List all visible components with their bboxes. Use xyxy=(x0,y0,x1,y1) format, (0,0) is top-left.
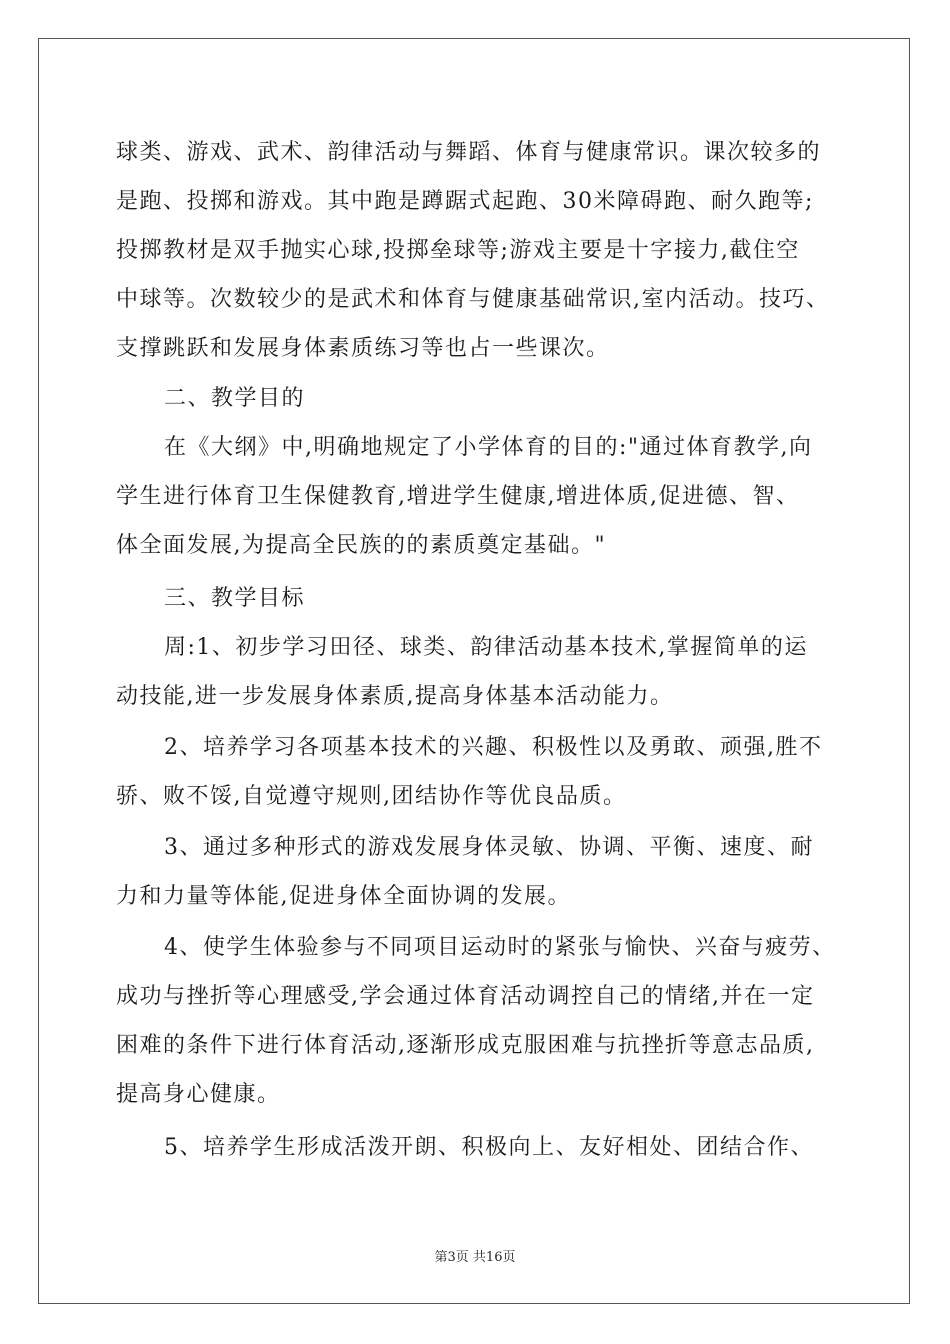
text-line: 骄、败不馁,自觉遵守规则,团结协作等优良品质。 xyxy=(116,784,627,809)
text-line: 在《大纲》中,明确地规定了小学体育的目的:"通过体育教学,向 xyxy=(164,435,813,460)
text-line: 中球等。次数较少的是武术和体育与健康基础常识,室内活动。技巧、 xyxy=(116,287,830,312)
section-heading: 三、教学目标 xyxy=(164,586,306,611)
text-line: 2、培养学习各项基本技术的兴趣、积极性以及勇敢、顽强,胜不 xyxy=(164,735,823,760)
text-line: 球类、游戏、武术、韵律活动与舞蹈、体育与健康常识。课次较多的 xyxy=(116,140,822,165)
text-line: 3、通过多种形式的游戏发展身体灵敏、协调、平衡、速度、耐 xyxy=(164,835,814,860)
text-line: 体全面发展,为提高全民族的的素质奠定基础。" xyxy=(116,533,607,558)
text-line: 投掷教材是双手抛实心球,投掷垒球等;游戏主要是十字接力,截住空 xyxy=(116,238,800,263)
text-line: 周:1、初步学习田径、球类、韵律活动基本技术,掌握简单的运 xyxy=(164,635,808,660)
text-line: 动技能,进一步发展身体素质,提高身体基本活动能力。 xyxy=(116,684,674,709)
text-line: 力和力量等体能,促进身体全面协调的发展。 xyxy=(116,884,571,909)
text-line: 提高身心健康。 xyxy=(116,1082,281,1107)
text-line: 学生进行体育卫生保健教育,增进学生健康,增进体质,促进德、智、 xyxy=(116,484,800,509)
text-line: 是跑、投掷和游戏。其中跑是蹲踞式起跑、30米障碍跑、耐久跑等; xyxy=(116,189,814,214)
text-line: 支撑跳跃和发展身体素质练习等也占一些课次。 xyxy=(116,336,610,361)
page-number-footer: 第3页 共16页 xyxy=(434,1250,516,1265)
section-heading: 二、教学目的 xyxy=(164,386,306,411)
text-line: 成功与挫折等心理感受,学会通过体育活动调控自己的情绪,并在一定 xyxy=(116,984,815,1009)
text-line: 5、培养学生形成活泼开朗、积极向上、友好相处、团结合作、 xyxy=(164,1135,814,1160)
text-line: 困难的条件下进行体育活动,逐渐形成克服困难与抗挫折等意志品质, xyxy=(116,1033,815,1058)
text-line: 4、使学生体验参与不同项目运动时的紧张与愉快、兴奋与疲劳、 xyxy=(164,935,836,960)
